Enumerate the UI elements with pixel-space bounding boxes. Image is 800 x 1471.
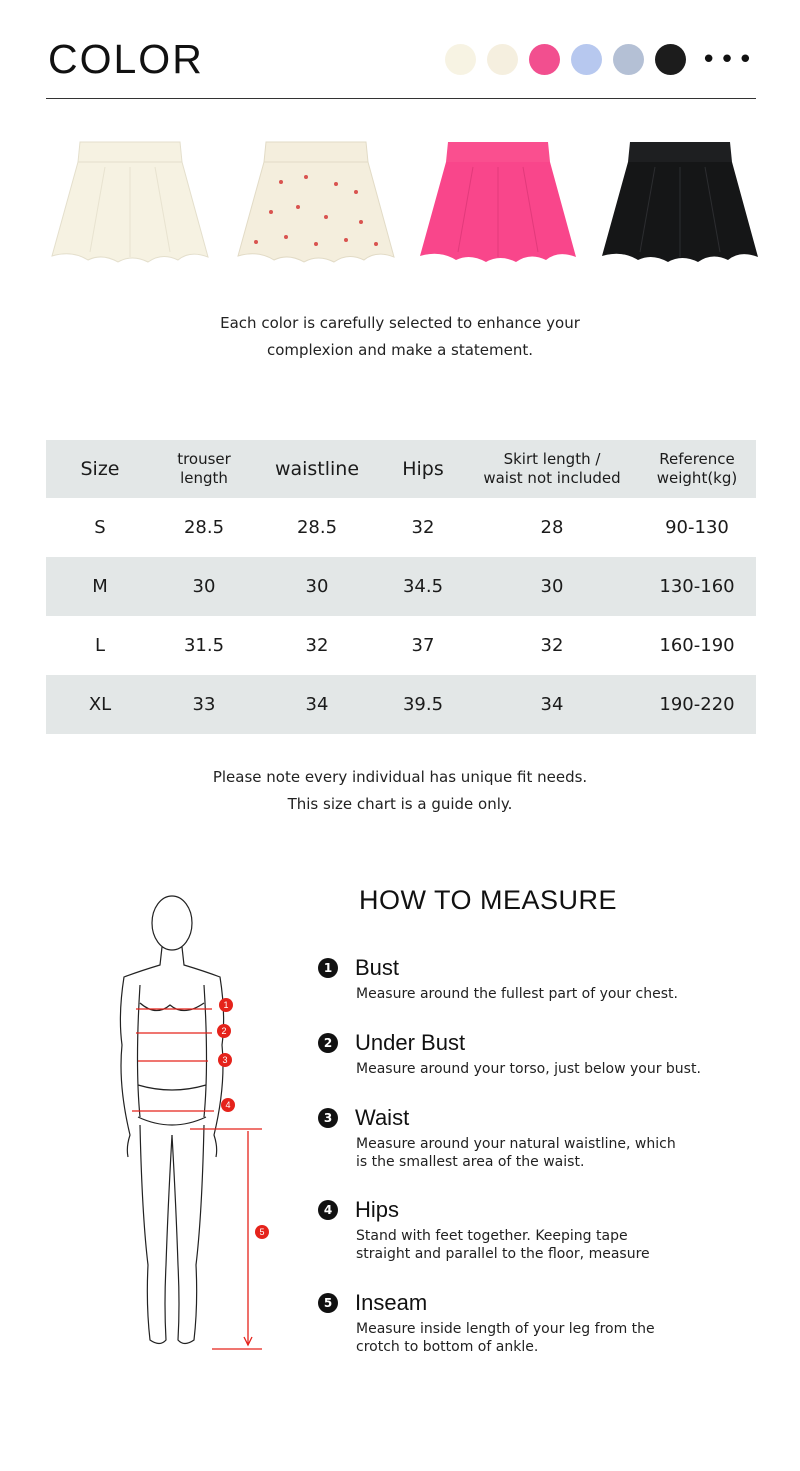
step-number-icon: 4 — [318, 1200, 338, 1220]
marker-3-label: 3 — [222, 1055, 228, 1065]
cell-trouser-length: 31.5 — [183, 635, 225, 656]
swatch-cream-floral[interactable] — [487, 44, 518, 75]
cell-size: L — [94, 635, 106, 656]
step-description-line-1: Measure around your natural waistline, which — [356, 1136, 676, 1152]
step-number-icon: 2 — [318, 1033, 338, 1053]
colors-note-line-1: Each color is carefully selected to enhance your — [220, 314, 580, 332]
step-description: Measure around the fullest part of your chest. — [356, 986, 678, 1002]
table-row — [46, 498, 756, 557]
skirt-image-hot-pink[interactable] — [418, 132, 578, 272]
cell-reference-weight: 130-160 — [659, 576, 735, 597]
swatch-hot-pink[interactable] — [529, 44, 560, 75]
marker-5-label: 5 — [259, 1227, 265, 1237]
step-inseam — [318, 1290, 758, 1356]
skirt-image-black[interactable] — [600, 132, 760, 272]
header-trouser-length — [154, 450, 254, 488]
step-title: Hips — [355, 1197, 400, 1222]
table-row — [46, 675, 756, 734]
step-description-line-2: crotch to bottom of ankle. — [356, 1339, 539, 1355]
step-waist — [318, 1105, 758, 1171]
marker-2-label: 2 — [221, 1026, 227, 1036]
step-description-line-2: is the smallest area of the waist. — [356, 1154, 585, 1170]
cell-hips: 37 — [411, 635, 435, 656]
cell-reference-weight: 160-190 — [659, 635, 735, 656]
colors-note-line-2: complexion and make a statement. — [266, 341, 534, 359]
swatch-gray-blue[interactable] — [613, 44, 644, 75]
header-skirt-line-2: waist not included — [483, 469, 621, 487]
step-title: Under Bust — [355, 1030, 466, 1055]
marker-4-label: 4 — [225, 1100, 231, 1110]
cell-hips: 39.5 — [402, 694, 444, 715]
header-size: Size — [80, 457, 120, 480]
step-bust — [318, 955, 758, 1003]
cell-waistline: 32 — [305, 635, 329, 656]
fit-note-line-2: This size chart is a guide only. — [287, 795, 513, 813]
step-hips — [318, 1197, 758, 1263]
fit-note — [0, 764, 800, 818]
step-number-icon: 1 — [318, 958, 338, 978]
table-header-row — [46, 440, 756, 498]
how-to-measure-title: HOW TO MEASURE — [359, 885, 618, 915]
cell-skirt-length: 34 — [540, 694, 564, 715]
body-measurement-figure — [100, 885, 280, 1360]
page-title: COLOR — [48, 36, 204, 82]
cell-waistline: 30 — [305, 576, 329, 597]
color-header — [46, 36, 756, 99]
header-skirt-line-1: Skirt length / — [503, 450, 601, 468]
cell-trouser-length: 30 — [192, 576, 216, 597]
cell-skirt-length: 30 — [540, 576, 564, 597]
cell-trouser-length: 28.5 — [183, 517, 225, 538]
figure-left-outline — [120, 947, 162, 1157]
step-title: Bust — [355, 955, 400, 980]
skirt-image-cream-floral[interactable] — [236, 132, 396, 272]
step-description-line-2: straight and parallel to the floor, measure — [356, 1246, 650, 1262]
swatch-light-blue[interactable] — [571, 44, 602, 75]
cell-waistline: 28.5 — [296, 517, 338, 538]
skirt-gallery — [46, 132, 756, 282]
header-weight-line-2: weight(kg) — [656, 469, 738, 487]
header-waistline: waistline — [274, 457, 360, 480]
header-trouser-line-2: length — [180, 469, 228, 487]
color-swatches — [445, 44, 756, 75]
colors-note — [0, 310, 800, 364]
step-description-line-1: Measure inside length of your leg from the — [356, 1321, 655, 1337]
cell-trouser-length: 33 — [192, 694, 216, 715]
step-number-icon: 5 — [318, 1293, 338, 1313]
fit-note-line-1: Please note every individual has unique fit needs. — [212, 768, 588, 786]
table-row — [46, 616, 756, 675]
figure-right-outline — [182, 947, 227, 1157]
size-table — [46, 440, 756, 734]
marker-1-label: 1 — [223, 1000, 229, 1010]
skirt-image-cream[interactable] — [50, 132, 210, 272]
cell-size: XL — [88, 694, 112, 715]
cell-size: S — [94, 517, 106, 538]
cell-reference-weight: 90-130 — [665, 517, 729, 538]
cell-size: M — [92, 576, 108, 597]
step-description-line-1: Stand with feet together. Keeping tape — [356, 1228, 628, 1244]
step-title: Inseam — [355, 1290, 428, 1315]
cell-hips: 34.5 — [402, 576, 444, 597]
step-number-icon: 3 — [318, 1108, 338, 1128]
more-colors-icon[interactable]: ••• — [700, 44, 756, 75]
header-weight-line-1: Reference — [659, 450, 735, 468]
step-description: Measure around your torso, just below your bust. — [356, 1061, 701, 1077]
figure-head — [152, 896, 192, 950]
table-row — [46, 557, 756, 616]
cell-reference-weight: 190-220 — [659, 694, 735, 715]
swatch-cream[interactable] — [445, 44, 476, 75]
header-skirt-length — [466, 450, 638, 488]
step-title: Waist — [355, 1105, 410, 1130]
cell-hips: 32 — [411, 517, 435, 538]
header-hips: Hips — [402, 457, 444, 480]
step-under-bust — [318, 1030, 758, 1078]
cell-skirt-length: 32 — [540, 635, 564, 656]
cell-waistline: 34 — [305, 694, 329, 715]
header-trouser-line-1: trouser — [177, 450, 231, 468]
header-reference-weight — [638, 450, 756, 488]
cell-skirt-length: 28 — [540, 517, 564, 538]
swatch-black[interactable] — [655, 44, 686, 75]
